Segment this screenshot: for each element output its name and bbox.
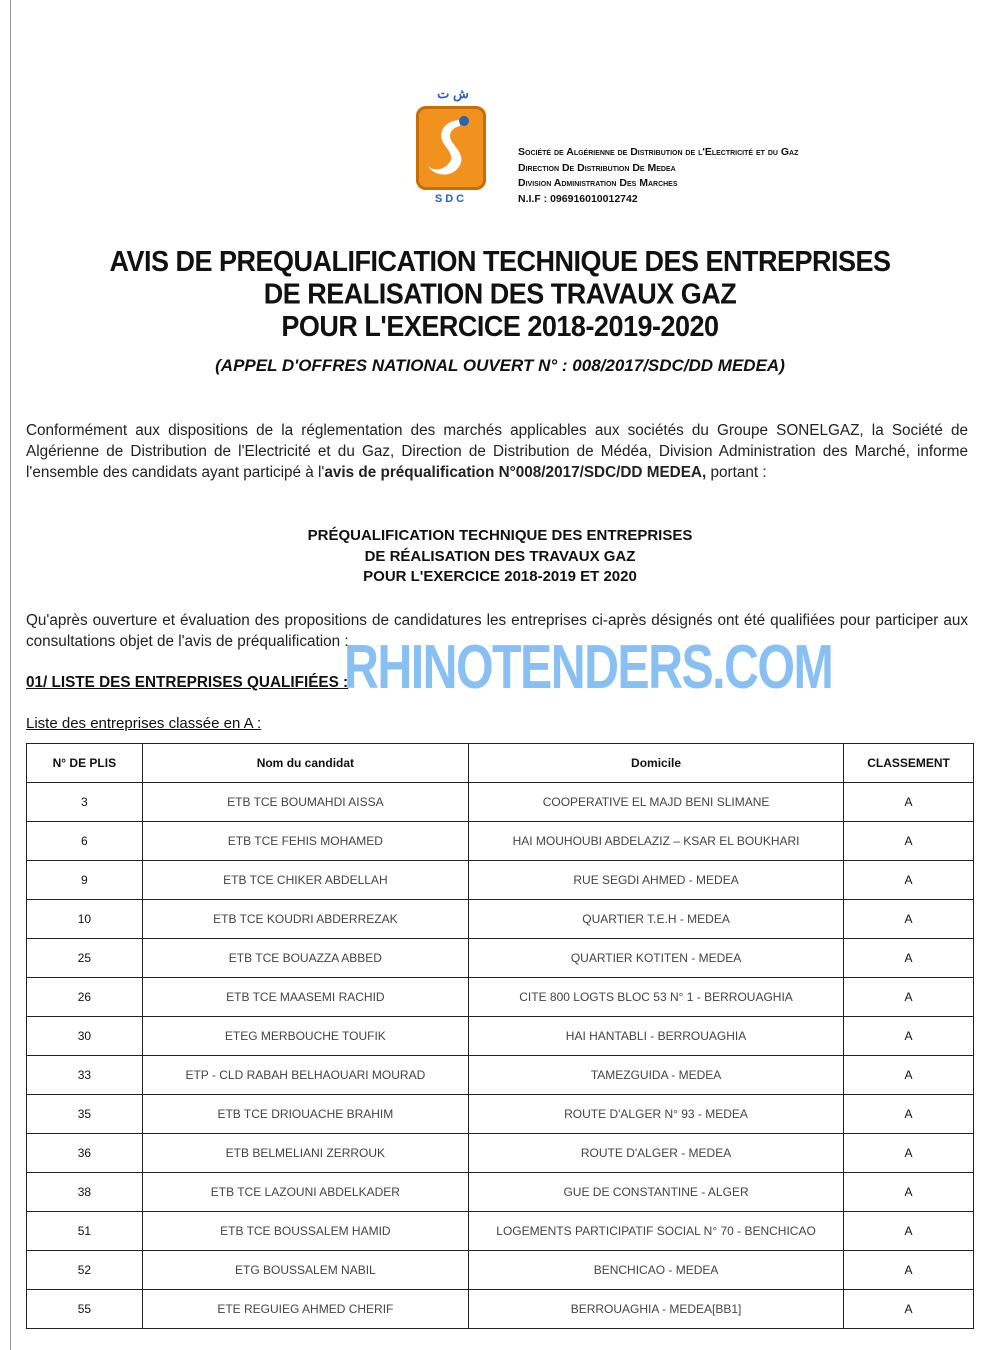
cell-domicile: CITE 800 LOGTS BLOC 53 N° 1 - BERROUAGHIA (468, 978, 843, 1017)
company-direction: Direction De Distribution De Medea (518, 161, 676, 174)
evaluation-paragraph: Qu'après ouverture et évaluation des propositions de candidatures les entreprises ci-après désignés ont été qualifiées pour participer aux consultations objet de l'avis de préqualification : (26, 612, 968, 650)
table-row (27, 939, 974, 978)
cell-domicile: TAMEZGUIDA - MEDEA (468, 1056, 843, 1095)
cell-domicile: ROUTE D'ALGER N° 93 - MEDEA (468, 1095, 843, 1134)
cell-candidat: ETP - CLD RABAH BELHAOUARI MOURAD (142, 1056, 468, 1095)
tender-reference: (APPEL D'OFFRES NATIONAL OUVERT N° : 008/2017/SDC/DD MEDEA) (215, 356, 785, 375)
table-row (27, 1251, 974, 1290)
table-row (27, 1017, 974, 1056)
cell-candidat: ETE REGUIEG AHMED CHERIF (142, 1290, 468, 1329)
table-body (27, 783, 974, 1329)
table-header-row (27, 744, 974, 783)
cell-plis: 52 (27, 1251, 143, 1290)
logo-arabic-text: ش ت (437, 86, 469, 101)
cell-classement: A (844, 1173, 974, 1212)
section-line-3: POUR L'EXERCICE 2018-2019 ET 2020 (363, 568, 637, 585)
header-classement: CLASSEMENT (844, 744, 974, 783)
cell-classement: A (844, 1134, 974, 1173)
cell-plis: 33 (27, 1056, 143, 1095)
cell-classement: A (844, 939, 974, 978)
cell-candidat: ETB BELMELIANI ZERROUK (142, 1134, 468, 1173)
cell-classement: A (844, 1056, 974, 1095)
logo-abbreviation: SDC (434, 193, 468, 205)
cell-classement: A (844, 1251, 974, 1290)
cell-domicile: QUARTIER KOTITEN - MEDEA (468, 939, 843, 978)
watermark: RHINOTENDERS.COM (344, 633, 833, 702)
table-row (27, 783, 974, 822)
intro-end: portant : (706, 464, 767, 481)
cell-plis: 25 (27, 939, 143, 978)
header-domicile: Domicile (468, 744, 843, 783)
intro-paragraph (26, 420, 968, 483)
cell-plis: 35 (27, 1095, 143, 1134)
cell-plis: 6 (27, 822, 143, 861)
cell-domicile: ROUTE D'ALGER - MEDEA (468, 1134, 843, 1173)
qualified-companies-table (26, 743, 974, 1329)
cell-domicile: HAI HANTABLI - BERROUAGHIA (468, 1017, 843, 1056)
cell-domicile: HAI MOUHOUBI ABDELAZIZ – KSAR EL BOUKHARI (468, 822, 843, 861)
header-plis: N° DE PLIS (27, 744, 143, 783)
list-label: Liste des entreprises classée en A : (26, 715, 262, 732)
table-row (27, 1095, 974, 1134)
cell-candidat: ETB TCE KOUDRI ABDERREZAK (142, 900, 468, 939)
cell-classement: A (844, 783, 974, 822)
title-line-3: POUR L'EXERCICE 2018-2019-2020 (281, 310, 719, 343)
cell-classement: A (844, 1017, 974, 1056)
cell-plis: 55 (27, 1290, 143, 1329)
cell-domicile: BENCHICAO - MEDEA (468, 1251, 843, 1290)
cell-domicile: BERROUAGHIA - MEDEA[BB1] (468, 1290, 843, 1329)
cell-plis: 36 (27, 1134, 143, 1173)
table-row (27, 822, 974, 861)
cell-candidat: ETB TCE FEHIS MOHAMED (142, 822, 468, 861)
cell-classement: A (844, 1095, 974, 1134)
cell-classement: A (844, 1212, 974, 1251)
section-title (100, 526, 900, 588)
company-division: Division Administration Des Marches (518, 177, 678, 189)
intro-bold: avis de préqualification N°008/2017/SDC/DD MEDEA, (324, 464, 707, 481)
cell-domicile: RUE SEGDI AHMED - MEDEA (468, 861, 843, 900)
cell-candidat: ETB TCE BOUMAHDI AISSA (142, 783, 468, 822)
cell-classement: A (844, 1290, 974, 1329)
cell-plis: 3 (27, 783, 143, 822)
cell-candidat: ETB TCE BOUSSALEM HAMID (142, 1212, 468, 1251)
cell-candidat: ETB TCE LAZOUNI ABDELKADER (142, 1173, 468, 1212)
cell-candidat: ETEG MERBOUCHE TOUFIK (142, 1017, 468, 1056)
table-row (27, 1056, 974, 1095)
cell-plis: 30 (27, 1017, 143, 1056)
qualified-list-heading: 01/ LISTE DES ENTREPRISES QUALIFIÉES : (26, 674, 349, 691)
cell-candidat: ETB TCE BOUAZZA ABBED (142, 939, 468, 978)
section-line-1: PRÉQUALIFICATION TECHNIQUE DES ENTREPRISES (307, 527, 693, 544)
section-line-2: DE RÉALISATION DES TRAVAUX GAZ (364, 547, 636, 565)
cell-classement: A (844, 900, 974, 939)
title-line-1: AVIS DE PREQUALIFICATION TECHNIQUE DES ENTREPRISES (109, 245, 891, 278)
table-row (27, 1212, 974, 1251)
cell-plis: 26 (27, 978, 143, 1017)
company-info (518, 145, 898, 207)
cell-plis: 38 (27, 1173, 143, 1212)
company-nif: N.I.F : 096916010012742 (518, 192, 638, 205)
cell-plis: 9 (27, 861, 143, 900)
table-row (27, 1173, 974, 1212)
cell-classement: A (844, 978, 974, 1017)
sdc-logo-icon (416, 106, 486, 190)
table-row (27, 1134, 974, 1173)
header-candidat: Nom du candidat (142, 744, 468, 783)
table-row (27, 1290, 974, 1329)
cell-candidat: ETB TCE MAASEMI RACHID (142, 978, 468, 1017)
sdc-logo (416, 106, 486, 190)
cell-candidat: ETG BOUSSALEM NABIL (142, 1251, 468, 1290)
cell-domicile: QUARTIER T.E.H - MEDEA (468, 900, 843, 939)
cell-domicile: COOPERATIVE EL MAJD BENI SLIMANE (468, 783, 843, 822)
title-line-2: DE REALISATION DES TRAVAUX GAZ (263, 278, 737, 310)
cell-candidat: ETB TCE CHIKER ABDELLAH (142, 861, 468, 900)
cell-plis: 51 (27, 1212, 143, 1251)
cell-candidat: ETB TCE DRIOUACHE BRAHIM (142, 1095, 468, 1134)
table-row (27, 978, 974, 1017)
main-title (60, 246, 940, 344)
company-name: Société de Algérienne de Distribution de l'Electricité et du Gaz (518, 146, 799, 158)
cell-domicile: GUE DE CONSTANTINE - ALGER (468, 1173, 843, 1212)
cell-plis: 10 (27, 900, 143, 939)
cell-classement: A (844, 822, 974, 861)
cell-domicile: LOGEMENTS PARTICIPATIF SOCIAL N° 70 - BENCHICAO (468, 1212, 843, 1251)
table-row (27, 900, 974, 939)
intro-text: Conformément aux dispositions de la réglementation des marchés applicables aux sociétés du Groupe SONELGAZ, la Société de Algérienne de Distribution de l'Electricité et du Gaz, Direction de Distribution de Médéa, Division Administration des Marché, informe l'ensemble des candidats ayant participé à l' (26, 422, 968, 481)
cell-classement: A (844, 861, 974, 900)
table-row (27, 861, 974, 900)
